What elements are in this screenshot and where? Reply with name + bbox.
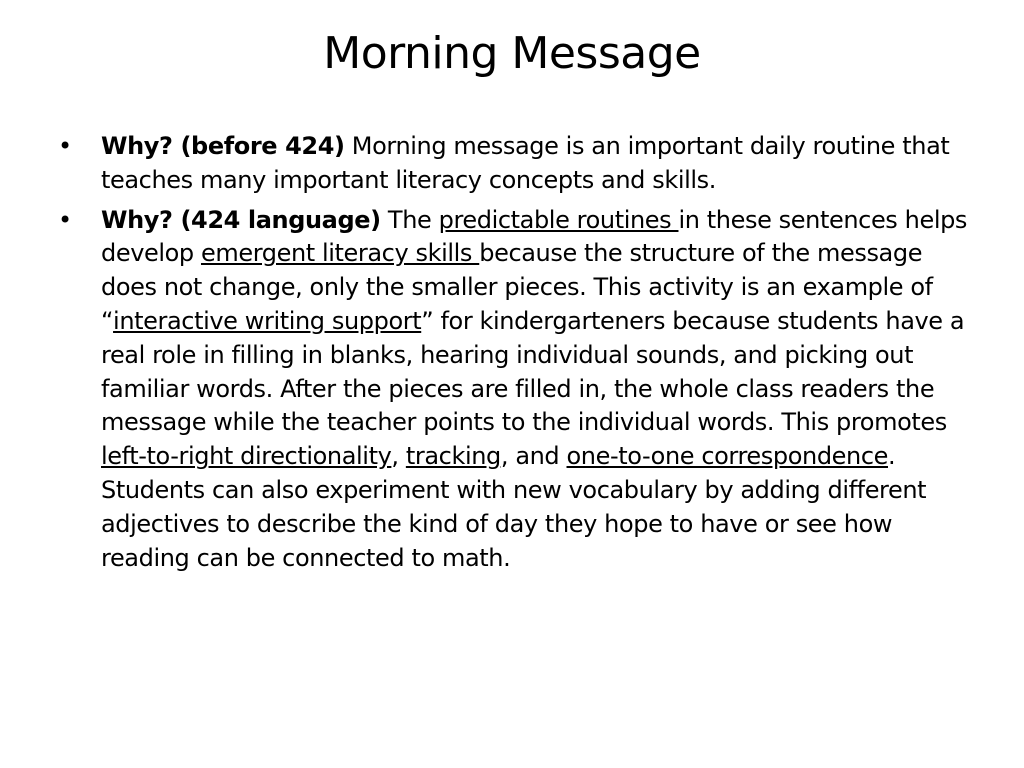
bullet-text: The: [380, 205, 439, 234]
bullet-lead: Why? (424 language): [101, 205, 381, 234]
bullet-lead: Why? (before 424): [101, 132, 345, 160]
bullet-text: Morning message is an important daily routine that teaches many important literacy concepts and skills.: [101, 132, 950, 194]
term-predictable-routines: predictable routines: [438, 205, 679, 234]
term-interactive-writing-support: interactive writing support: [113, 306, 422, 335]
term-one-to-one-correspondence: one-to-one correspondence: [566, 442, 888, 471]
bullet-text: . Students can also experiment with new vocabulary by adding different adjectives to describe the kind of day they hope to have or see how reading can be connected to math.: [101, 442, 927, 572]
bullet-text: because the structure of the message does not change, only the smaller pieces. This activity is an example of “: [101, 239, 933, 335]
bullet-icon: •: [58, 205, 72, 234]
bullet-icon: •: [58, 132, 72, 160]
bullet-list: [56, 130, 976, 581]
bullet-item-424-language: [56, 204, 976, 576]
bullet-text: ,: [391, 442, 406, 471]
bullet-text: in these sentences helps develop: [101, 205, 968, 268]
slide-title: Morning Message: [323, 28, 701, 79]
bullet-text: , and: [500, 442, 567, 471]
bullet-text: ” for kindergarteners because students have a real role in filling in blanks, hearing individual sounds, and picking out familiar words. After the pieces are filled in, the whole class readers the message while the teacher points to the individual words. This promotes: [101, 306, 965, 437]
bullet-item-before-424: [56, 130, 976, 198]
term-left-to-right-directionality: left-to-right directionality: [101, 442, 392, 471]
term-emergent-literacy-skills: emergent literacy skills: [200, 239, 480, 268]
term-tracking: tracking: [405, 442, 501, 471]
